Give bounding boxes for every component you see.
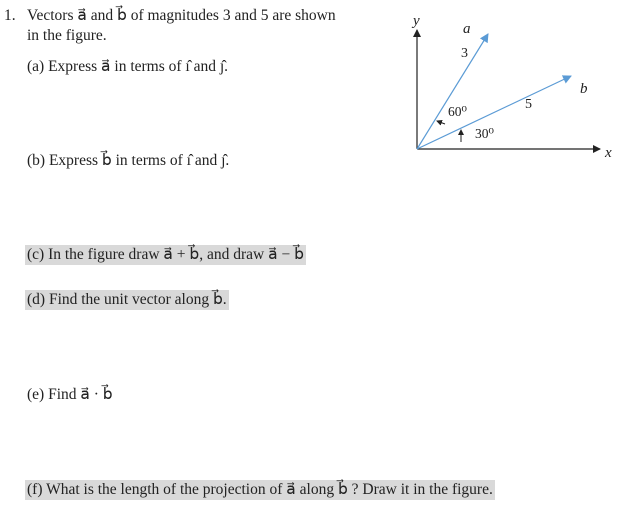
part-f: (f) What is the length of the projection of a⃗ along b⃗ ? Draw it in the figure. (27, 481, 493, 498)
y-axis-label: y (413, 13, 420, 29)
part-c: (c) In the figure draw a⃗ + b⃗, and draw a⃗ − b⃗ (27, 246, 304, 263)
vector-diagram (395, 5, 627, 165)
part-d: (d) Find the unit vector along b⃗. (27, 291, 227, 308)
vector-a-label: a⃗ (463, 21, 483, 37)
vector-b-magnitude: 5 (525, 97, 532, 112)
part-b: (b) Express b⃗ in terms of ı̂ and ȷ̂. (27, 152, 230, 169)
part-e: (e) Find a⃗ · b⃗ (27, 386, 113, 403)
problem-intro-line1: Vectors a⃗ and b⃗ of magnitudes 3 and 5 are shown (27, 7, 336, 24)
vector-b-label: b⃗ (580, 81, 600, 97)
angle-b-label: 30⁰ (475, 126, 494, 141)
angle-a-arrow (437, 121, 445, 124)
part-a: (a) Express a⃗ in terms of ı̂ and ȷ̂. (27, 58, 229, 75)
vector-figure (395, 5, 627, 165)
vector-a-magnitude: 3 (461, 46, 468, 61)
x-axis-label: x (605, 145, 612, 161)
problem-number: 1. (4, 7, 16, 24)
problem-intro-line2: in the figure. (27, 27, 107, 44)
angle-a-label: 60⁰ (448, 104, 467, 119)
